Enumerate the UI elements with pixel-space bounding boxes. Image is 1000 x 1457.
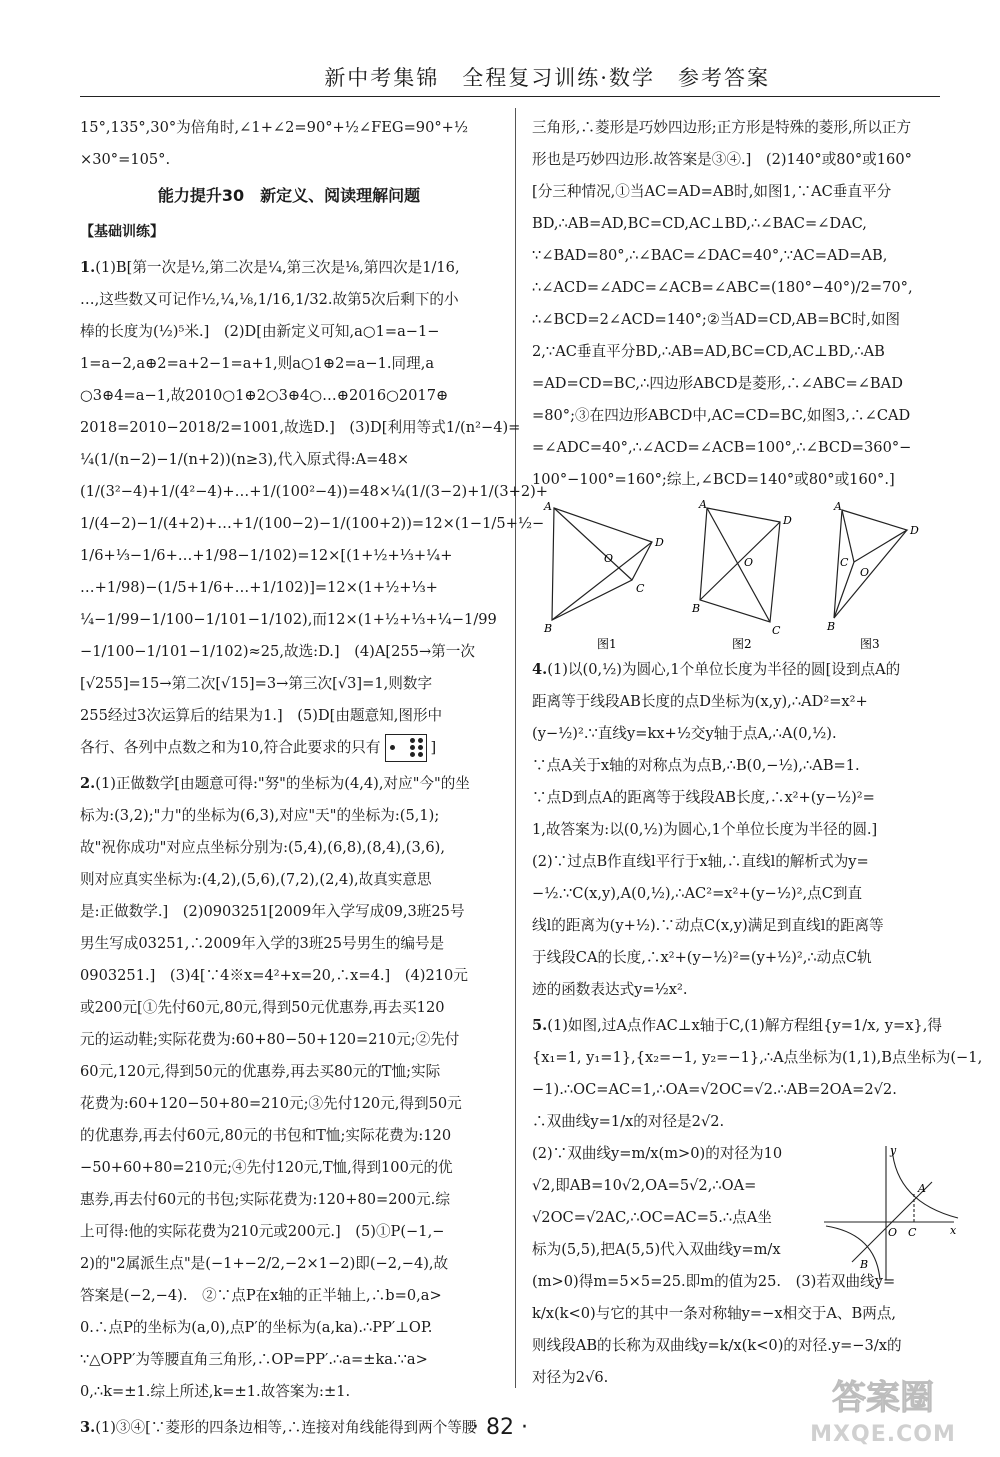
answer-line: −1/100−1/101−1/102)≈25,故选:D.] (4)A[255→第一次 bbox=[80, 643, 475, 660]
answer-line: =80°;③在四边形ABCD中,AC=CD=BC,如图3,∴∠CAD bbox=[532, 407, 911, 424]
fig3-label-B: B bbox=[827, 620, 836, 633]
answer-line: (y−½)².∵直线y=kx+½交y轴于点A,∴A(0,½). bbox=[532, 725, 837, 742]
answer-line: ¼(1/(n−2)−1/(n+2))(n≥3),代入原式得:A=48× bbox=[80, 451, 410, 468]
fig2-label-D: D bbox=[783, 514, 792, 527]
answer-line: …,这些数又可记作½,¼,⅛,1/16,1/32.故第5次后剩下的小 bbox=[80, 291, 459, 308]
fig1-label-B: B bbox=[544, 622, 553, 635]
answer-line: (2)∵双曲线y=m/x(m>0)的对径为10 bbox=[532, 1145, 783, 1162]
fig2-label-C: C bbox=[772, 624, 781, 637]
answer-line: ∵点D到点A的距离等于线段AB长度,∴x²+(y−½)²= bbox=[532, 789, 875, 806]
intro-line: 15°,135°,30°为倍角时,∠1+∠2=90°+½∠FEG=90°+½ bbox=[80, 119, 469, 136]
answer-line: 则对应真实坐标为:(4,2),(5,6),(7,2),(2,4),故真实意思 bbox=[80, 871, 432, 888]
page-header bbox=[80, 62, 940, 98]
question-2 bbox=[80, 768, 498, 1408]
question-4 bbox=[532, 654, 962, 1006]
answer-line: …+1/98)−(1/5+1/6+…+1/102)]=12×(1+½+⅓+ bbox=[80, 579, 438, 596]
answer-line: 2)的"2属派生点"是(−1+−2/2,−2×1−2)即(−2,−4),故 bbox=[80, 1255, 449, 1272]
answer-line: 255经过3次运算后的结果为1.] (5)D[由题意知,图形中 bbox=[80, 707, 443, 724]
answer-line: ∵△OPP′为等腰直角三角形,∴OP=PP′.∴a=±ka.∵a> bbox=[80, 1351, 428, 1368]
answer-line: 100°−100°=160°;综上,∠BCD=140°或80°或160°.] bbox=[532, 471, 895, 488]
answer-line: 对径为2√6. bbox=[532, 1369, 609, 1386]
answer-line: 花费为:60+120−50+80=210元;③先付120元,得到50元 bbox=[80, 1095, 462, 1112]
answer-line: (1)③④[∵菱形的四条边相等,∴连接对角线能得到两个等腰 bbox=[95, 1419, 477, 1436]
answer-line: 于线段CA的长度,∴x²+(y−½)²=(y+½)²,∴动点C轨 bbox=[532, 949, 872, 966]
fig2-label-O: O bbox=[744, 556, 754, 569]
subhead: 【基础训练】 bbox=[80, 224, 164, 240]
answer-line: −½.∵C(x,y),A(0,½),∴AC²=x²+(y−½)²,点C到直 bbox=[532, 885, 863, 902]
figure-2 bbox=[700, 508, 780, 622]
fig2-label-A: A bbox=[699, 498, 707, 511]
graph-label-A: A bbox=[918, 1182, 926, 1195]
hyperbola-graph bbox=[822, 1142, 962, 1282]
answer-line: 故"祝你成功"对应点坐标分别为:(5,4),(6,8),(8,4),(3,6), bbox=[80, 839, 446, 856]
fig1-caption: 图1 bbox=[597, 637, 617, 651]
fig1-label-A: A bbox=[544, 500, 552, 513]
answer-line: {x₁=1, y₁=1},{x₂=−1, y₂=−1},∴A点坐标为(1,1),B点坐标为(−1, bbox=[532, 1049, 983, 1066]
fig2-caption: 图2 bbox=[732, 637, 752, 651]
header-title: 新中考集锦 全程复习训练·数学 参考答案 bbox=[324, 66, 770, 90]
answer-line: k/x(k<0)与它的其中一条对称轴y=−x相交于A、B两点, bbox=[532, 1305, 897, 1322]
answer-line: 1/(4−2)−1/(4+2)+…+1/(100−2)−1/(100+2))=12×(1−1/5+½− bbox=[80, 515, 545, 532]
answer-line: ∵∠BAD=80°,∴∠BAC=∠DAC=40°,∵AC=AD=AB, bbox=[532, 247, 888, 264]
left-column bbox=[80, 112, 549, 1444]
answer-line: [√255]=15→第二次[√15]=3→第三次[√3]=1,则数字 bbox=[80, 675, 433, 692]
answer-line: 距离等于线段AB长度的点D坐标为(x,y),∴AD²=x²+ bbox=[532, 693, 868, 710]
answer-line: 1/6+⅓−1/6+…+1/98−1/102)=12×[(1+½+⅓+¼+ bbox=[80, 547, 453, 564]
section-title: 能力提升30 新定义、阅读理解问题 bbox=[157, 186, 421, 205]
question-number: 2. bbox=[80, 775, 96, 792]
question-5 bbox=[532, 1010, 983, 1394]
answer-line: 或200元[①先付60元,80元,得到50元优惠券,再去买120 bbox=[80, 999, 445, 1016]
answer-line: =AD=CD=BC,∴四边形ABCD是菱形,∴∠ABC=∠BAD bbox=[532, 375, 903, 392]
graph-label-B: B bbox=[860, 1258, 869, 1271]
question-number: 5. bbox=[532, 1017, 548, 1034]
column-divider bbox=[515, 108, 516, 1388]
answer-line: ∴∠BCD=2∠ACD=140°;②当AD=CD,AB=BC时,如图 bbox=[532, 311, 901, 328]
answer-line: (1)正做数学[由题意可得:"努"的坐标为(4,4),对应"今"的坐 bbox=[95, 775, 470, 792]
answer-line: √2,即AB=10√2,OA=5√2,∴OA= bbox=[532, 1177, 757, 1194]
question-number: 1. bbox=[80, 259, 96, 276]
answer-line: =∠ADC=40°,∴∠ACD=∠ACB=100°,∴∠BCD=360°− bbox=[532, 439, 912, 456]
answer-line: √2OC=√2AC,∴OC=AC=5.∴点A坐 bbox=[532, 1209, 772, 1226]
answer-line: 迹的函数表达式y=½x². bbox=[532, 981, 688, 998]
answer-line: 各行、各列中点数之和为10,符合此要求的只有 bbox=[80, 739, 381, 756]
answer-line: BD,∴AB=AD,BC=CD,AC⊥BD,∴∠BAC=∠DAC, bbox=[532, 215, 867, 232]
quadrilateral-figures bbox=[532, 500, 962, 650]
fig3-label-O: O bbox=[860, 566, 870, 579]
watermark-url: MXQE.COM bbox=[810, 1422, 956, 1447]
answer-line: ○3⊕4=a−1,故2010○1⊕2○3⊕4○…⊕2016○2017⊕ bbox=[80, 387, 449, 404]
answer-line: 0.∴点P的坐标为(a,0),点P′的坐标为(a,ka).∴PP′⊥OP. bbox=[80, 1319, 433, 1336]
dice-figure bbox=[385, 734, 427, 762]
answer-line: 0,∴k=±1.综上所述,k=±1.故答案为:±1. bbox=[80, 1383, 351, 1400]
answer-line: (1)如图,过A点作AC⊥x轴于C,(1)解方程组{y=1/x, y=x},得 bbox=[547, 1017, 942, 1034]
answer-line: (1)以(0,½)为圆心,1个单位长度为半径的圆[设到点A的 bbox=[547, 661, 901, 678]
answer-line: −1).∴OC=AC=1,∴OA=√2OC=√2.∴AB=2OA=2√2. bbox=[532, 1081, 897, 1098]
figure-1 bbox=[552, 508, 652, 620]
answer-line: 答案是(−2,−4). ②∵点P在x轴的正半轴上,∴b=0,a> bbox=[80, 1287, 442, 1304]
answer-line: −50+60+80=210元;④先付120元,T恤,得到100元的优 bbox=[80, 1159, 453, 1176]
answer-line: 2018=2010−2018/2=1001,故选D.] (3)D[利用等式1/(n²−4)= bbox=[80, 419, 521, 436]
header-rule bbox=[80, 96, 940, 97]
answer-line: 惠券,再去付60元的书包;实际花费为:120+80=200元.综 bbox=[80, 1191, 450, 1208]
answer-line: 1,故答案为:以(0,½)为圆心,1个单位长度为半径的圆.] bbox=[532, 821, 878, 838]
answer-line: 1=a−2,a⊕2=a+2−1=a+1,则a○1⊕2=a−1.同理,a bbox=[80, 355, 435, 372]
answer-line: 线l的距离为(y+½).∵动点C(x,y)满足到直线l的距离等 bbox=[532, 917, 884, 934]
answer-line: ¼−1/99−1/100−1/101−1/102),而12×(1+½+⅓+¼−1/99 bbox=[80, 611, 497, 628]
answer-line: (1/(3²−4)+1/(4²−4)+…+1/(100²−4))=48×¼(1/(3−2)+1/(3+2)+ bbox=[80, 483, 549, 500]
answer-line: 是:正做数学.] (2)0903251[2009年入学写成09,3班25号 bbox=[80, 903, 465, 920]
answer-line: 元的运动鞋;实际花费为:60+80−50+120=210元;②先付 bbox=[80, 1031, 460, 1048]
fig3-caption: 图3 bbox=[860, 637, 880, 651]
fig1-label-C: C bbox=[636, 582, 645, 595]
answer-line: ∴∠ACD=∠ADC=∠ACB=∠ABC=(180°−40°)/2=70°, bbox=[532, 279, 913, 296]
fig1-label-D: D bbox=[655, 536, 664, 549]
page-number: · 82 · bbox=[472, 1415, 528, 1440]
question-1 bbox=[80, 252, 549, 764]
answer-line: 上可得:他的实际花费为210元或200元.] (5)①P(−1,− bbox=[80, 1223, 445, 1240]
intro-line: ×30°=105°. bbox=[80, 151, 171, 168]
answer-line: ] bbox=[430, 739, 437, 756]
graph-label-C: C bbox=[908, 1226, 917, 1239]
figures-svg bbox=[542, 500, 942, 650]
fig3-label-D: D bbox=[910, 524, 919, 537]
answer-line: 形也是巧妙四边形.故答案是③④.] (2)140°或80°或160° bbox=[532, 151, 912, 168]
answer-line: ∴双曲线y=1/x的对径是2√2. bbox=[532, 1113, 725, 1130]
graph-label-y: y bbox=[890, 1144, 897, 1157]
answer-line: ∵点A关于x轴的对称点为点B,∴B(0,−½),∴AB=1. bbox=[532, 757, 860, 774]
question-number: 3. bbox=[80, 1419, 96, 1436]
fig3-label-A: A bbox=[834, 500, 842, 513]
answer-line: 2,∵AC垂直平分BD,∴AB=AD,BC=CD,AC⊥BD,∴AB bbox=[532, 343, 885, 360]
answer-line: 的优惠券,再去付60元,80元的书包和T恤;实际花费为:120 bbox=[80, 1127, 452, 1144]
right-column bbox=[532, 112, 983, 1394]
answer-line: 男生写成03251,∴2009年入学的3班25号男生的编号是 bbox=[80, 935, 445, 952]
answer-line: (2)∵过点B作直线l平行于x轴,∴直线l的解析式为y= bbox=[532, 853, 869, 870]
answer-line: 三角形,∴菱形是巧妙四边形;正方形是特殊的菱形,所以正方 bbox=[532, 119, 912, 136]
graph-label-x: x bbox=[950, 1224, 957, 1237]
answer-line: 棒的长度为(½)⁵米.] (2)D[由新定义可知,a○1=a−1− bbox=[80, 323, 440, 340]
answer-line: (m>0)得m=5×5=25.即m的值为25. (3)若双曲线y= bbox=[532, 1273, 896, 1290]
answer-line: 标为(5,5),把A(5,5)代入双曲线y=m/x bbox=[532, 1241, 781, 1258]
answer-line: 0903251.] (3)4[∵4※x=4²+x=20,∴x=4.] (4)210元 bbox=[80, 967, 468, 984]
answer-line: 标为:(3,2);"力"的坐标为(6,3),对应"天"的坐标为:(5,1); bbox=[80, 807, 440, 824]
fig3-label-C: C bbox=[840, 556, 849, 569]
site-watermark bbox=[778, 1369, 988, 1449]
fig1-label-O: O bbox=[604, 552, 614, 565]
answer-line: 则线段AB的长称为双曲线y=k/x(k<0)的对径.y=−3/x的 bbox=[532, 1337, 902, 1354]
answer-line: (1)B[第一次是½,第二次是¼,第三次是⅛,第四次是1/16, bbox=[95, 259, 460, 276]
answer-line: 60元,120元,得到50元的优惠券,再去买80元的T恤;实际 bbox=[80, 1063, 441, 1080]
question-number: 4. bbox=[532, 661, 548, 678]
fig2-label-B: B bbox=[692, 602, 701, 615]
answer-line: [分三种情况,①当AC=AD=AB时,如图1,∵AC垂直平分 bbox=[532, 183, 892, 200]
graph-label-O: O bbox=[888, 1226, 898, 1239]
watermark-logo: 答案圈 bbox=[832, 1378, 934, 1418]
